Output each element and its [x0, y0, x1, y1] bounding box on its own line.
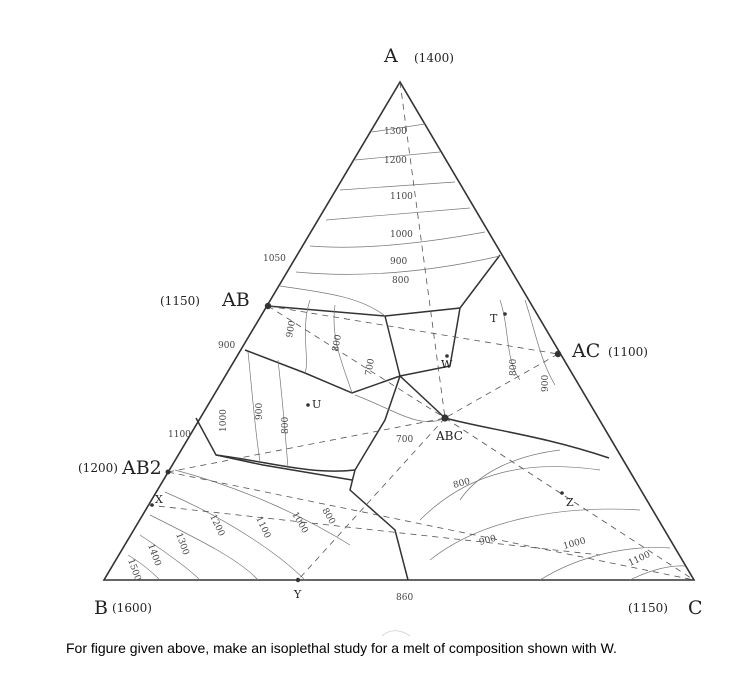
vertex-a-label: A: [384, 45, 398, 67]
point-y-label: Y: [294, 588, 302, 601]
isotherm-label-ab-900: 900: [285, 319, 298, 339]
isotherm-label-ab-700: 700: [364, 357, 377, 377]
isotherm-label-860: 860: [396, 593, 414, 603]
isotherm-label-b-1100: 1100: [253, 515, 273, 541]
isotherm-label-a-3: 1100: [390, 192, 413, 202]
isotherm-label-b-800: 800: [319, 506, 337, 527]
question-caption: For figure given above, make an isoplethal study for a melt of composition shown with W.: [66, 640, 617, 656]
isotherm-label-b-1500: 1500: [125, 557, 143, 583]
isotherm-label-a-2: 1200: [384, 156, 407, 166]
isotherm-label-1100-edge: 1100: [168, 430, 191, 440]
isotherm-label-a-5: 900: [390, 257, 408, 267]
compound-ac-label: AC: [572, 340, 601, 362]
isotherm-label-c-900: 900: [478, 533, 498, 548]
vertex-c-temp: (1150): [628, 601, 668, 615]
isotherm-label-ab-800: 800: [331, 333, 344, 353]
isotherm-label-ac-800: 800: [509, 358, 519, 376]
smudge-mark: [382, 631, 410, 636]
isotherm-label-c-1100: 1100: [627, 549, 653, 569]
isotherm-label-ab2-900: 900: [255, 402, 265, 420]
isotherm-label-a-1: 1300: [384, 127, 407, 137]
isotherm-label-900-edge: 900: [218, 341, 236, 351]
compound-ab-temp: (1150): [160, 294, 200, 308]
point-x-label: X: [155, 493, 163, 506]
isotherm-label-1050: 1050: [263, 254, 286, 264]
isotherm-label-a-6: 800: [392, 276, 410, 286]
isotherm-label-c-1000: 1000: [562, 536, 587, 552]
isotherm-label-700-central: 700: [396, 435, 414, 445]
isotherm-label-ab2-800: 800: [281, 416, 291, 434]
compound-ab2-temp: (1200): [78, 461, 118, 475]
point-z-label: Z: [566, 496, 574, 509]
isotherm-label-b-1200: 1200: [207, 513, 227, 539]
isotherm-label-c-800: 800: [452, 476, 472, 491]
vertex-c-label: C: [688, 597, 703, 619]
isotherm-label-ac-900: 900: [541, 374, 551, 392]
compound-ab-label: AB: [222, 289, 250, 311]
ternary-point-label: ABC: [436, 429, 463, 443]
isotherm-label-b-1300: 1300: [173, 531, 191, 557]
isotherm-label-b-1000: 1000: [289, 510, 310, 536]
dashed-construction-lines: [148, 82, 694, 580]
point-u-label: U: [312, 398, 322, 411]
point-t-label: T: [490, 312, 498, 325]
isotherm-label-b-1400: 1400: [145, 542, 163, 568]
isotherm-label-ab2-1000: 1000: [219, 409, 229, 432]
vertex-b-temp: (1600): [112, 601, 152, 615]
compound-ab2-label: AB2: [122, 457, 162, 479]
point-w-label: W: [441, 358, 453, 371]
vertex-a-temp: (1400): [414, 51, 454, 65]
isotherm-label-a-4: 1000: [390, 230, 413, 240]
compound-ac-temp: (1100): [608, 345, 648, 359]
vertex-b-label: B: [94, 597, 108, 619]
